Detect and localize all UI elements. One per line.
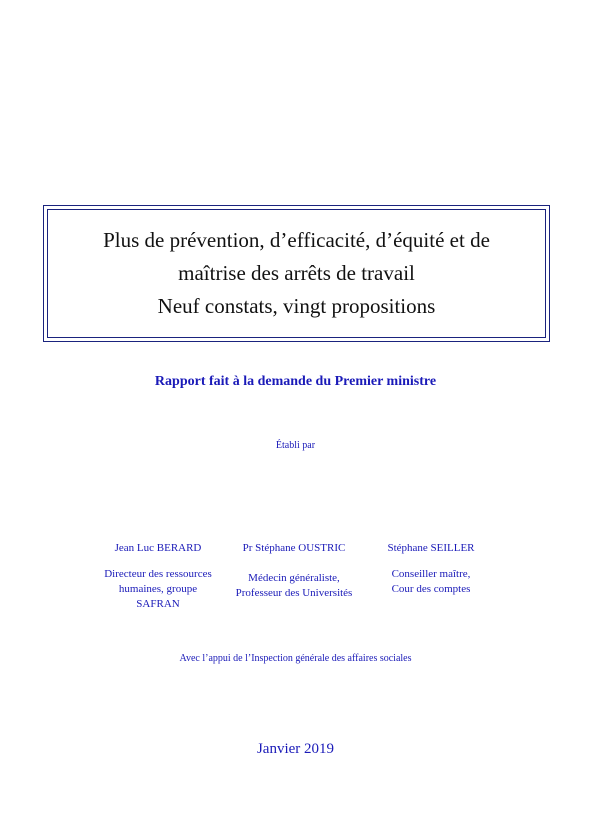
author-role-line: SAFRAN [136, 598, 180, 610]
author-name: Pr Stéphane OUSTRIC [242, 542, 346, 554]
author-name: Jean Luc BERARD [114, 542, 202, 554]
appui-note: Avec l’appui de l’Inspection générale des affaires sociales [179, 653, 412, 664]
author-role-line: Cour des comptes [391, 583, 471, 595]
author-oustric [219, 541, 369, 601]
title-line-1: Plus de prévention, d’efficacité, d’équité et de [103, 228, 490, 252]
title-inner-frame [47, 209, 546, 338]
author-seiller [364, 541, 498, 597]
report-date: Janvier 2019 [256, 741, 335, 757]
title-line-3: Neuf constats, vingt propositions [157, 294, 436, 318]
author-role [219, 571, 369, 601]
author-role [88, 567, 228, 612]
author-berard [88, 541, 228, 612]
author-role-line: Directeur des ressources [104, 568, 212, 580]
author-role-line: Médecin généraliste, [248, 572, 340, 584]
author-role [364, 567, 498, 597]
author-role-line: Professeur des Universités [235, 587, 353, 599]
title-line-2: maîtrise des arrêts de travail [178, 261, 415, 285]
author-role-line: humaines, groupe [118, 583, 198, 595]
author-role-line: Conseiller maître, [391, 568, 471, 580]
title-box [43, 205, 550, 342]
report-subtitle: Rapport fait à la demande du Premier ministre [154, 374, 437, 389]
etabli-par-label: Établi par [275, 440, 316, 451]
author-name: Stéphane SEILLER [387, 542, 475, 554]
